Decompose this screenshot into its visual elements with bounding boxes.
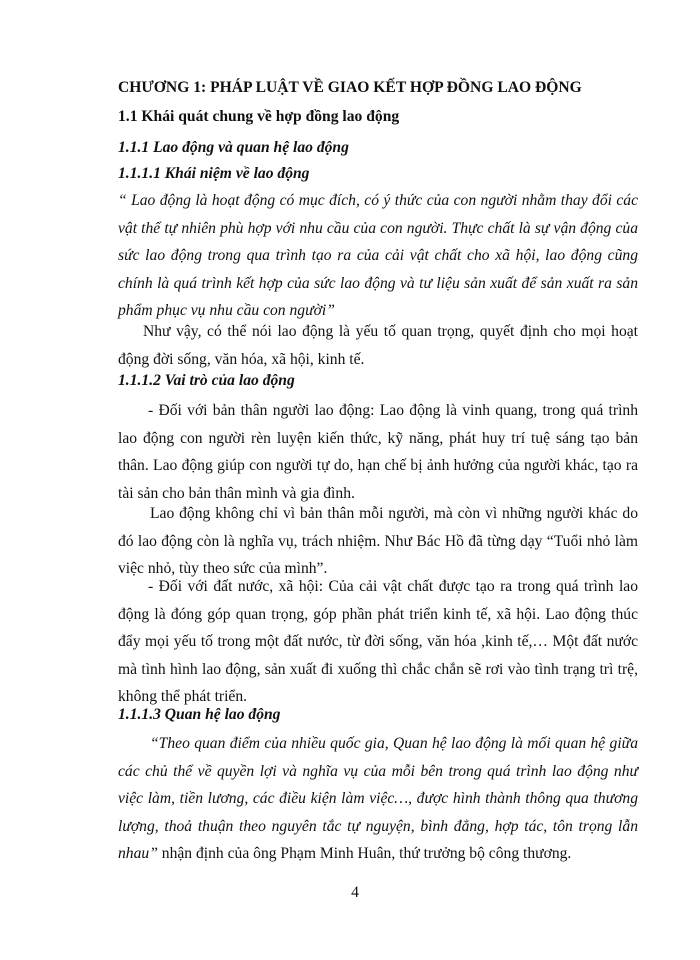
page-number: 4 [351, 884, 359, 901]
quote-attribution: nhận định của ông Phạm Minh Huân, thứ trưởng bộ công thương. [157, 845, 572, 862]
chapter-title: CHƯƠNG 1: PHÁP LUẬT VỀ GIAO KẾT HỢP ĐỒNG LAO ĐỘNG [118, 79, 582, 96]
role-for-country-paragraph: - Đối với đất nước, xã hội: Của cải vật chất được tạo ra trong quá trình lao động là đóng góp quan trọng, góp phần phát triển kinh tế, xã hội. Lao động thúc đẩy mọi yếu tố trong một đất nước, từ đời sống, văn hóa ,kinh tế,… Một đất nước mà tình hình lao động, sản xuất đi xuống thì chắc chắn sẽ rơi vào tình trạng trì trệ, không thể phát triển. [118, 578, 638, 705]
section-heading-1-1-1-1: 1.1.1.1 Khái niệm về lao động [118, 165, 310, 182]
role-for-worker-paragraph: - Đối với bản thân người lao động: Lao động là vinh quang, trong quá trình lao động con người rèn luyện kiến thức, kỹ năng, phát huy trí tuệ sáng tạo bản thân. Lao động giúp con người tự do, hạn chế bị ảnh hưởng của người khác, tạo ra tài sản cho bản thân mình và gia đình. [118, 402, 638, 502]
labor-duty-paragraph: Lao động không chỉ vì bản thân mỗi người, mà còn vì những người khác do đó lao động còn là nghĩa vụ, trách nhiệm. Như Bác Hồ đã từng dạy “Tuổi nhỏ làm việc nhỏ, tùy theo sức của mình”. [118, 505, 638, 577]
section-heading-1-1-1-2: 1.1.1.2 Vai trò của lao động [118, 372, 295, 389]
labor-relation-quote: “Theo quan điểm của nhiều quốc gia, Quan hệ lao động là mối quan hệ giữa các chủ thể về quyền lợi và nghĩa vụ của mỗi bên trong quá trình lao động như việc làm, tiền lương, các điều kiện làm việc…, được hình thành thông qua thương lượng, thoả thuận theo nguyên tắc tự nguyện, bình đẳng, hợp tác, tôn trọng lẫn nhau” [118, 735, 638, 862]
labor-definition-quote: “ Lao động là hoạt động có mục đích, có ý thức của con người nhằm thay đổi các vật thể tự nhiên phù hợp với nhu cầu của con người. Thực chất là sự vận động của sức lao động trong qua trình tạo ra của cải vật chất cho xã hội, lao động cũng chính là quá trình kết hợp của sức lao động và tư liệu sản xuất để sản xuất ra sản phẩm phục vụ nhu cầu con người” [118, 192, 638, 319]
section-heading-1-1-1: 1.1.1 Lao động và quan hệ lao động [118, 139, 349, 156]
section-heading-1-1-1-3: 1.1.1.3 Quan hệ lao động [118, 706, 281, 723]
labor-relation-paragraph [118, 730, 638, 868]
section-heading-1-1: 1.1 Khái quát chung về hợp đồng lao động [118, 108, 400, 125]
labor-summary-paragraph: Như vậy, có thể nói lao động là yếu tố quan trọng, quyết định cho mọi hoạt động đời sống, văn hóa, xã hội, kinh tế. [118, 323, 638, 368]
